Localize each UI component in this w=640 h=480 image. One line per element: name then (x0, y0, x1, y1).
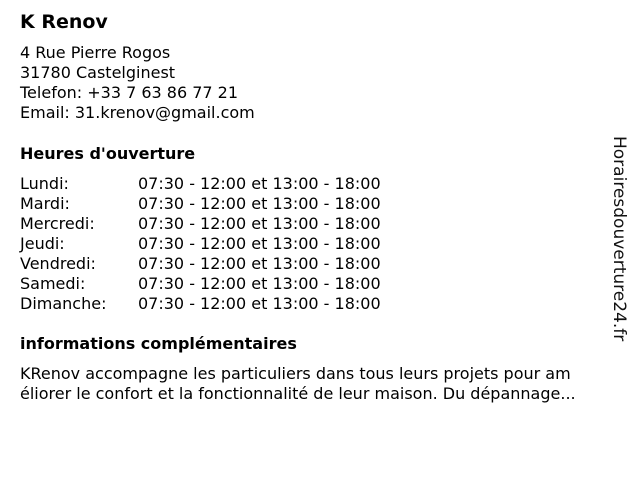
time-value: 07:30 - 12:00 et 13:00 - 18:00 (138, 174, 381, 193)
watermark-text: Horairesdouverture24.fr (609, 136, 629, 342)
description-text (20, 364, 620, 404)
hours-heading: Heures d'ouverture (20, 144, 196, 163)
day-label: Samedi: (20, 274, 86, 293)
time-value: 07:30 - 12:00 et 13:00 - 18:00 (138, 234, 381, 253)
day-label: Vendredi: (20, 254, 96, 273)
description-line: KRenov accompagne les particuliers dans tous leurs projets pour am (20, 364, 571, 383)
day-label: Mercredi: (20, 214, 95, 233)
day-label: Jeudi: (20, 234, 65, 253)
day-label: Dimanche: (20, 294, 107, 313)
address-city: 31780 Castelginest (20, 63, 176, 82)
time-value: 07:30 - 12:00 et 13:00 - 18:00 (138, 254, 381, 273)
email-text: Email: 31.krenov@gmail.com (20, 103, 255, 122)
info-heading: informations complémentaires (20, 334, 297, 353)
day-label: Lundi: (20, 174, 69, 193)
business-name: K Renov (20, 11, 108, 33)
address-street: 4 Rue Pierre Rogos (20, 43, 171, 62)
description-line: éliorer le confort et la fonctionnalité de leur maison. Du dépannage... (20, 384, 576, 403)
time-value: 07:30 - 12:00 et 13:00 - 18:00 (138, 294, 381, 313)
time-value: 07:30 - 12:00 et 13:00 - 18:00 (138, 274, 381, 293)
time-value: 07:30 - 12:00 et 13:00 - 18:00 (138, 194, 381, 213)
contact-block (20, 43, 255, 123)
site-watermark (604, 136, 632, 350)
phone-text: Telefon: +33 7 63 86 77 21 (20, 83, 239, 102)
time-value: 07:30 - 12:00 et 13:00 - 18:00 (138, 214, 381, 233)
day-label: Mardi: (20, 194, 70, 213)
